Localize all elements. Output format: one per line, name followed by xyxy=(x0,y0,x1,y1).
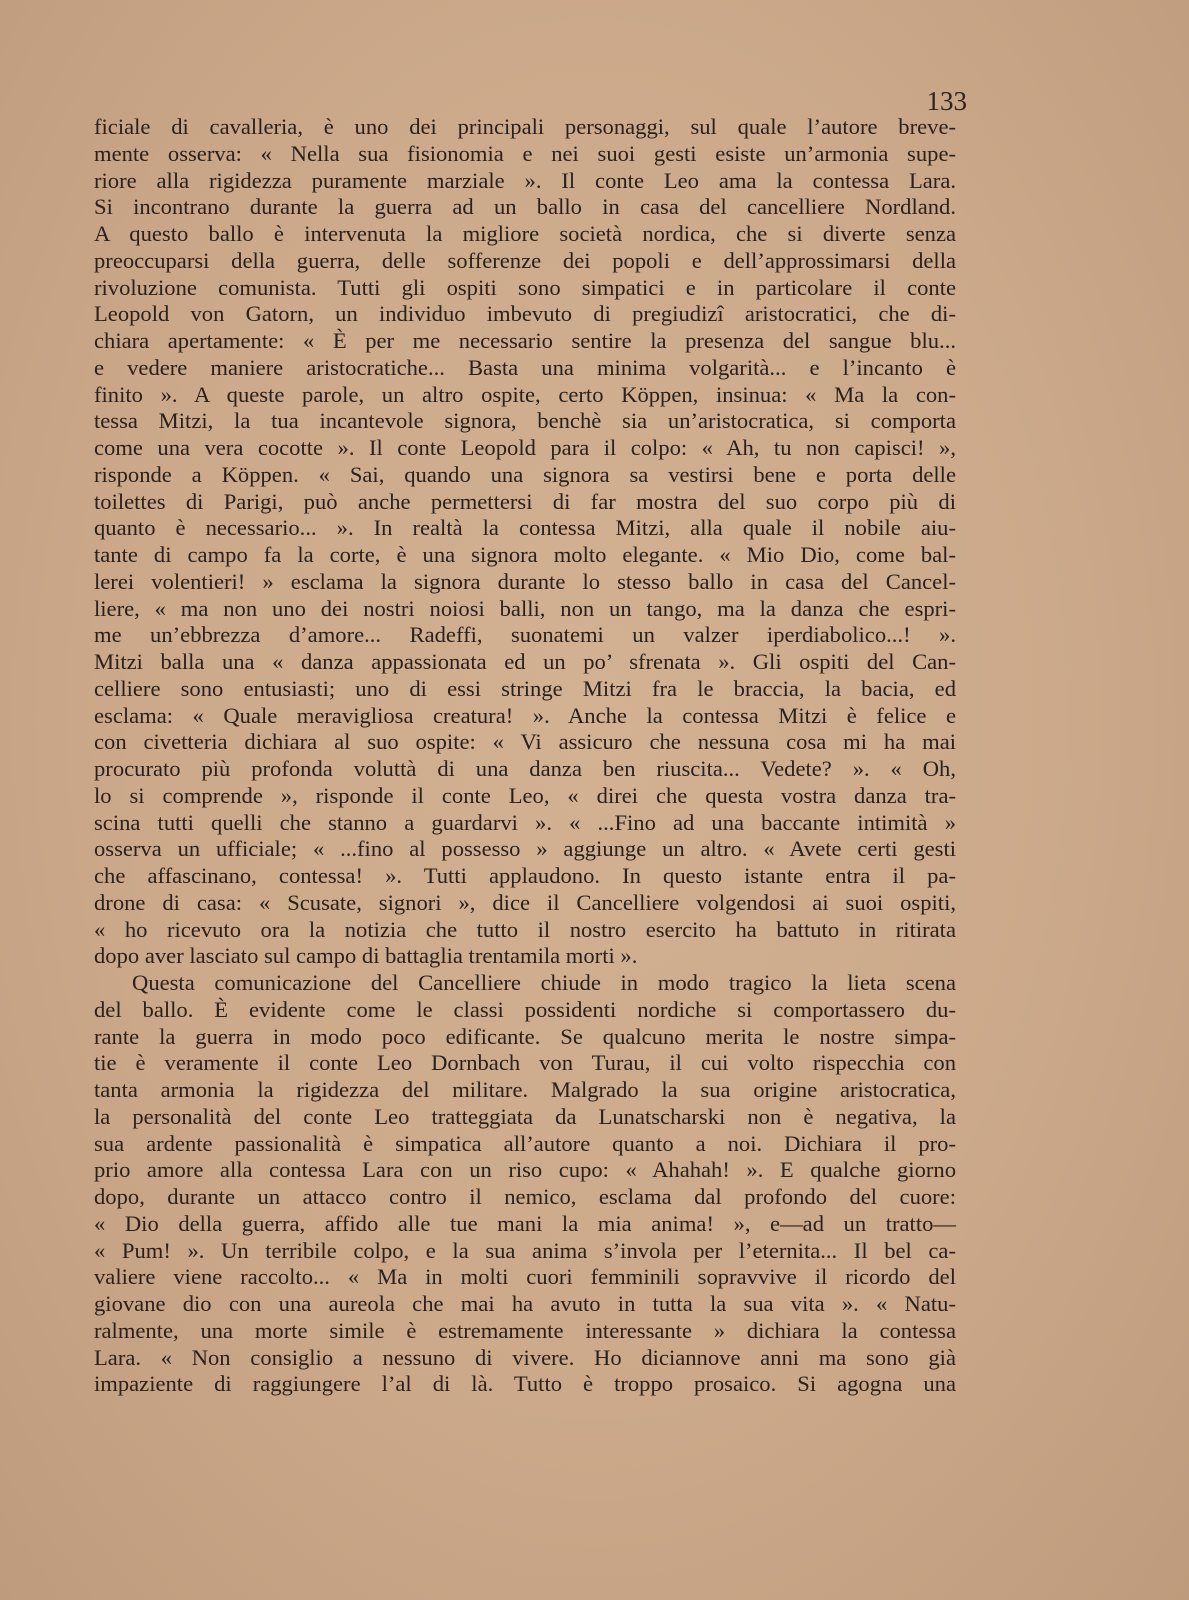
text-line: che affascinano, contessa! ». Tutti applaudono. In questo istante entra il pa- xyxy=(94,863,956,888)
text-line: e vedere maniere aristocratiche... Basta una minima volgarità... e l’incanto è xyxy=(94,354,956,380)
text-line: tessa Mitzi, la tua incantevole signora, benchè sia un’aristocratica, si comporta xyxy=(94,408,956,434)
text-line: tie è veramente il conte Leo Dornbach von Turau, il cui volto rispecchia con xyxy=(94,1050,956,1076)
text-line: come una vera cocotte ». Il conte Leopold para il colpo: « Ah, tu non capisci! », xyxy=(94,435,956,460)
text-line: osserva un ufficiale; « ...fino al possesso » aggiunge un altro. « Avete certi gesti xyxy=(94,836,956,862)
page-number: 133 xyxy=(926,86,967,116)
text-line: esclama: « Quale meravigliosa creatura! ». Anche la contessa Mitzi è felice e xyxy=(94,702,956,728)
text-line: mente osserva: « Nella sua fisionomia e nei suoi gesti esiste un’armonia supe- xyxy=(94,140,956,166)
text-line: tanta armonia la rigidezza del militare. Malgrado la sua origine aristocratica, xyxy=(94,1077,956,1102)
paragraph xyxy=(94,970,956,1398)
text-line: Questa comunicazione del Cancelliere chiude in modo tragico la lieta scena xyxy=(132,970,956,995)
text-line: preoccuparsi della guerra, delle sofferenze dei popoli e dell’approssimarsi della xyxy=(94,247,956,273)
text-line: lerei volentieri! » esclama la signora durante lo stesso ballo in casa del Cancel- xyxy=(94,568,956,594)
text-line: Mitzi balla una « danza appassionata ed un po’ sfrenata ». Gli ospiti del Can- xyxy=(94,649,956,674)
text-line: procurato più profonda voluttà di una danza ben riuscita... Vedete? ». « Oh, xyxy=(94,756,956,781)
paragraph xyxy=(94,114,956,970)
text-line: Leopold von Gatorn, un individuo imbevuto di pregiudizî aristocratici, che di- xyxy=(94,301,956,327)
text-line: rante la guerra in modo poco edificante. Se qualcuno merita le nostre simpa- xyxy=(94,1023,956,1049)
text-line: scina tutti quelli che stanno a guardarvi ». « ...Fino ad una baccante intimità » xyxy=(94,809,956,835)
text-line: rivoluzione comunista. Tutti gli ospiti sono simpatici e in particolare il conte xyxy=(94,274,956,300)
text-line: la personalità del conte Leo tratteggiata da Lunatscharski non è negativa, la xyxy=(94,1103,956,1129)
text-line: quanto è necessario... ». In realtà la contessa Mitzi, alla quale il nobile aiu- xyxy=(94,515,956,541)
text-line: impaziente di raggiungere l’al di là. Tutto è troppo prosaico. Si agogna una xyxy=(94,1371,956,1397)
text-line: drone di casa: « Scusate, signori », dice il Cancelliere volgendosi ai suoi ospiti, xyxy=(94,889,956,915)
text-line: valiere viene raccolto... « Ma in molti cuori femminili sopravvive il ricordo del xyxy=(94,1264,956,1290)
text-line: ralmente, una morte simile è estremamente interessante » dichiara la contessa xyxy=(94,1317,956,1343)
text-line: giovane dio con una aureola che mai ha avuto in tutta la sua vita ». « Natu- xyxy=(94,1291,956,1316)
text-line: ficiale di cavalleria, è uno dei principali personaggi, sul quale l’autore breve- xyxy=(94,114,956,139)
text-line: tante di campo fa la corte, è una signora molto elegante. « Mio Dio, come bal- xyxy=(94,542,956,567)
text-line: riore alla rigidezza puramente marziale ». Il conte Leo ama la contessa Lara. xyxy=(94,167,956,193)
text-line: « ho ricevuto ora la notizia che tutto il nostro esercito ha battuto in ritirata xyxy=(94,916,956,942)
text-line: Si incontrano durante la guerra ad un ballo in casa del cancelliere Nordland. xyxy=(94,194,956,220)
text-line: toilettes di Parigi, può anche permettersi di far mostra del suo corpo più di xyxy=(94,488,956,514)
text-line: Lara. « Non consiglio a nessuno di vivere. Ho diciannove anni ma sono già xyxy=(94,1344,956,1370)
body-text xyxy=(94,114,956,1398)
text-line: con civetteria dichiara al suo ospite: « Vi assicuro che nessuna cosa mi ha mai xyxy=(94,729,956,755)
text-line: me un’ebbrezza d’amore... Radeffi, suonatemi un valzer iperdiabolico...! ». xyxy=(94,622,956,648)
text-line: A questo ballo è intervenuta la migliore società nordica, che si diverte senza xyxy=(94,221,956,246)
text-line: liere, « ma non uno dei nostri noiosi balli, non un tango, ma la danza che espri- xyxy=(94,595,956,621)
text-line: sua ardente passionalità è simpatica all’autore quanto a noi. Dichiara il pro- xyxy=(94,1130,956,1156)
text-line: del ballo. È evidente come le classi possidenti nordiche si comportassero du- xyxy=(94,996,956,1022)
text-line: prio amore alla contessa Lara con un riso cupo: « Ahahah! ». E qualche giorno xyxy=(94,1157,956,1183)
text-line: risponde a Köppen. « Sai, quando una signora sa vestirsi bene e porta delle xyxy=(94,461,956,487)
text-line: lo si comprende », risponde il conte Leo, « direi che questa vostra danza tra- xyxy=(94,782,956,808)
text-line: chiara apertamente: « È per me necessario sentire la presenza del sangue blu... xyxy=(94,328,956,353)
text-line: celliere sono entusiasti; uno di essi stringe Mitzi fra le braccia, la bacia, ed xyxy=(94,675,956,701)
text-line: dopo aver lasciato sul campo di battaglia trentamila morti ». xyxy=(94,943,638,969)
text-line: dopo, durante un attacco contro il nemico, esclama dal profondo del cuore: xyxy=(94,1184,956,1209)
text-line: « Pum! ». Un terribile colpo, e la sua anima s’invola per l’eternita... Il bel ca- xyxy=(94,1237,956,1263)
text-line: « Dio della guerra, affido alle tue mani la mia anima! », e—ad un tratto— xyxy=(94,1210,956,1236)
text-line: finito ». A queste parole, un altro ospite, certo Köppen, insinua: « Ma la con- xyxy=(94,381,956,407)
